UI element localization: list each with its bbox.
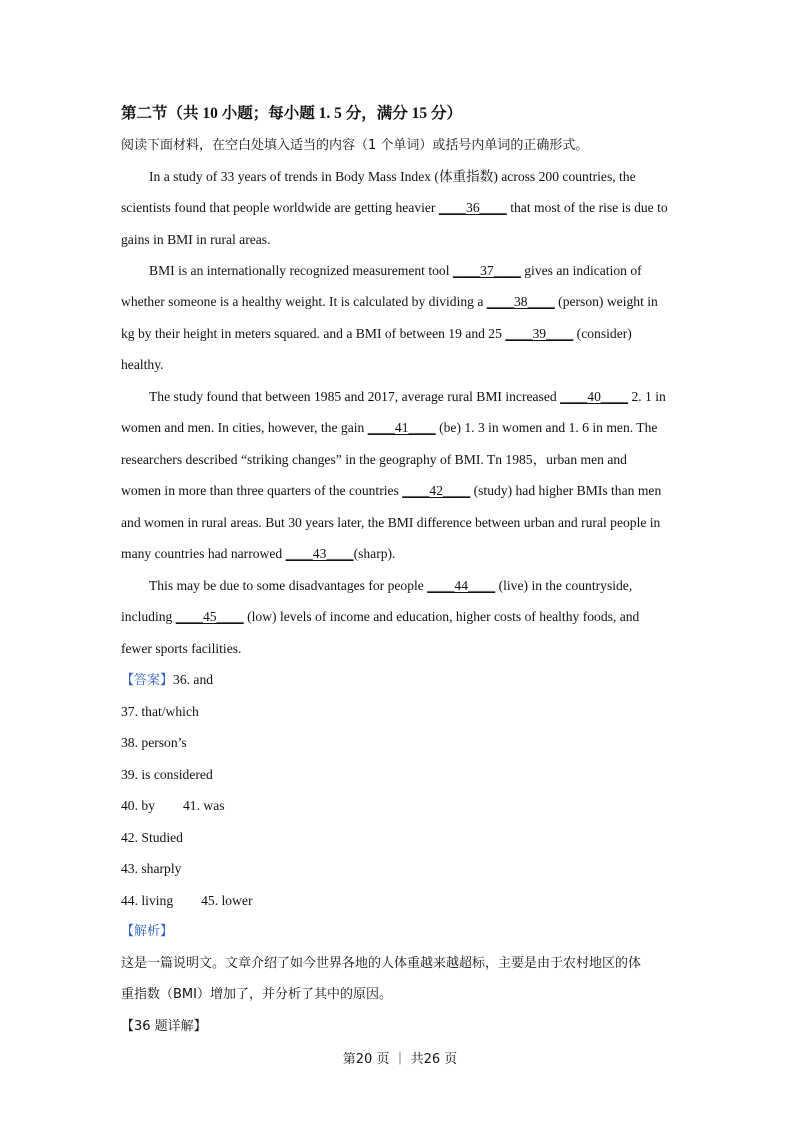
- answer-38: 38. person’s: [121, 735, 187, 750]
- passage-line: whether someone is a healthy weight. It is calculated by dividing a ____38____ (person) weight in: [121, 294, 658, 309]
- passage-line: BMI is an internationally recognized measurement tool ____37____ gives an indication of: [149, 263, 642, 278]
- answer-40: 40. by: [121, 798, 155, 813]
- answer-42: 42. Studied: [121, 830, 183, 845]
- detail-heading: 【36 题详解】: [121, 1019, 207, 1034]
- passage-line: women and men. In cities, however, the gain ____41____ (be) 1. 3 in women and 1. 6 in men. The: [121, 420, 658, 435]
- analysis-tag: 【解析】: [121, 924, 174, 939]
- analysis-text: 重指数（BMI）增加了，并分析了其中的原因。: [121, 987, 392, 1002]
- page-footer: 第20 页 ｜ 共26 页: [342, 1052, 458, 1067]
- blank-37: ____37____: [452, 263, 521, 278]
- blank-39: ____39____: [505, 326, 574, 341]
- blank-45: ____45____: [175, 609, 244, 624]
- section-title: 第二节（共 10 小题；每小题 1. 5 分，满分 15 分）: [121, 105, 463, 122]
- answer-first-line: [121, 671, 213, 690]
- analysis-text: 这是一篇说明文。文章介绍了如今世界各地的人体重越来越超标，主要是由于农村地区的体: [121, 956, 642, 971]
- blank-40: ____40____: [560, 389, 629, 404]
- passage-line: and women in rural areas. But 30 years later, the BMI difference between urban and rural people in: [121, 515, 661, 530]
- blank-41: ____41____: [367, 420, 436, 435]
- answer-37: 37. that/which: [121, 704, 199, 719]
- blank-42: ____42____: [402, 483, 471, 498]
- passage-line: In a study of 33 years of trends in Body Mass Index (体重指数) across 200 countries, the: [149, 169, 636, 184]
- blank-38: ____38____: [486, 294, 555, 309]
- passage-line: many countries had narrowed ____43____(sharp).: [121, 546, 396, 561]
- passage-line: scientists found that people worldwide are getting heavier ____36____ that most of the rise is due to: [121, 200, 668, 215]
- passage-line: women in more than three quarters of the countries ____42____ (study) had higher BMIs than men: [121, 483, 662, 498]
- passage-line: kg by their height in meters squared. and a BMI of between 19 and 25 ____39____ (consider): [121, 326, 632, 341]
- passage-line: including ____45____ (low) levels of income and education, higher costs of healthy foods, and: [121, 609, 640, 624]
- answer-row: [121, 892, 252, 910]
- answer-45: 45. lower: [201, 893, 253, 908]
- passage-line: fewer sports facilities.: [121, 641, 242, 656]
- blank-43: ____43____: [285, 546, 354, 561]
- passage-line: researchers described “striking changes” in the geography of BMI. Tn 1985，urban men and: [121, 452, 627, 467]
- blank-36: ____36____: [438, 200, 507, 215]
- passage-line: This may be due to some disadvantages for people ____44____ (live) in the countryside,: [149, 578, 633, 593]
- passage-line: The study found that between 1985 and 2017, average rural BMI increased ____40____ 2. 1 in: [149, 389, 666, 404]
- answer-row: [121, 797, 225, 815]
- passage-line: gains in BMI in rural areas.: [121, 232, 271, 247]
- instruction: 阅读下面材料，在空白处填入适当的内容（1 个单词）或括号内单词的正确形式。: [121, 138, 589, 153]
- answer-44: 44. living: [121, 893, 174, 908]
- answer-43: 43. sharply: [121, 861, 182, 876]
- passage-line: healthy.: [121, 357, 164, 372]
- answer-36: 36. and: [173, 672, 214, 687]
- answer-39: 39. is considered: [121, 767, 213, 782]
- answer-41: 41. was: [182, 798, 225, 813]
- answer-tag: 【答案】: [121, 673, 174, 688]
- blank-44: ____44____: [427, 578, 496, 593]
